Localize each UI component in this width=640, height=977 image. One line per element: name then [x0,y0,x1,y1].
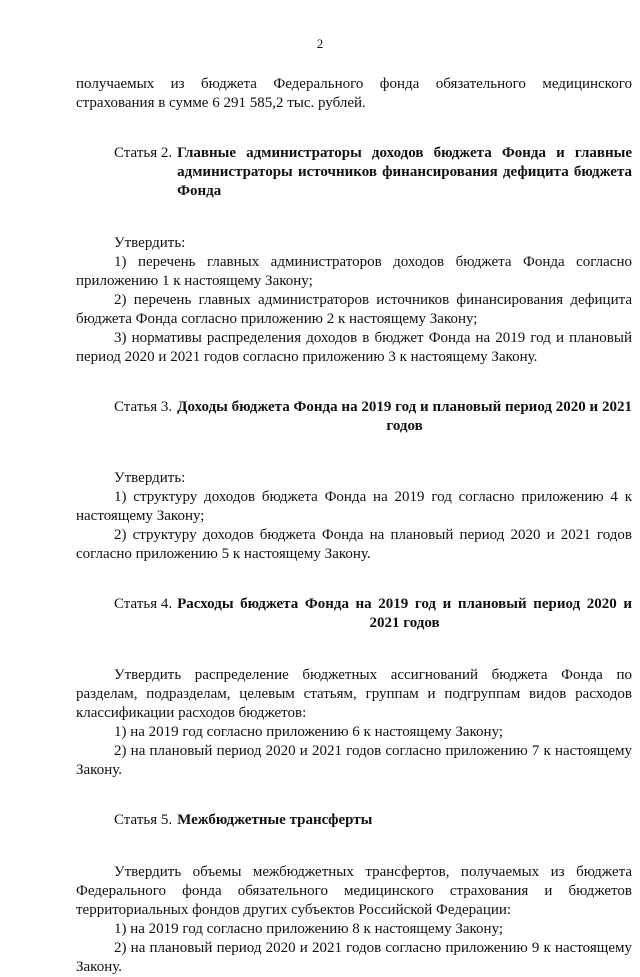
article-2-title: Главные администраторы доходов бюджета Фонда и главные администраторы источников финансирования дефицита бюджета Фонда [177,145,632,199]
article-2-number: Статья 2. [114,145,173,161]
spacer [76,780,632,811]
spacer [76,201,632,234]
article-3-item-1: 1) структуру доходов бюджета Фонда на 2019 год согласно приложению 4 к настоящему Закону; [76,489,632,524]
article-4-item-1: 1) на 2019 год согласно приложению 6 к настоящему Закону; [114,724,504,740]
article-4-title: Расходы бюджета Фонда на 2019 год и плановый период 2020 и 2021 годов [177,596,632,631]
article-4-item-2: 2) на плановый период 2020 и 2021 годов согласно приложению 7 к настоящему Закону. [76,743,632,778]
spacer [76,367,632,398]
document-body [76,75,632,977]
article-5-number: Статья 5. [114,812,173,828]
article-2-lead: Утвердить: [114,235,186,251]
article-3-heading [114,398,632,436]
article-5-heading [114,811,632,830]
article-3-lead: Утвердить: [114,470,186,486]
article-5-title: Межбюджетные трансферты [177,812,373,828]
spacer [76,436,632,469]
article-2-item-1: 1) перечень главных администраторов доходов бюджета Фонда согласно приложению 1 к настоящему Закону; [76,254,632,289]
page-number: 2 [316,36,324,51]
spacer [76,113,632,144]
article-4-lead: Утвердить распределение бюджетных ассигнований бюджета Фонда по разделам, подразделам, целевым статьям, группам и подгруппам видов расходов классификации расходов бюджетов: [76,667,632,721]
article-5-lead: Утвердить объемы межбюджетных трансфертов, получаемых из бюджета Федерального фонда обязательного медицинского страхования и бюджетов территориальных фондов других субъектов Российской Федерации: [76,864,632,918]
spacer [76,830,632,863]
article-3-number: Статья 3. [114,399,173,415]
article-3-title: Доходы бюджета Фонда на 2019 год и плановый период 2020 и 2021 годов [177,399,632,434]
article-5-item-1: 1) на 2019 год согласно приложению 8 к настоящему Закону; [114,921,504,937]
intro-paragraph: получаемых из бюджета Федерального фонда обязательного медицинского страхования в сумме 6 291 585,2 тыс. рублей. [76,76,632,111]
article-5-item-2: 2) на плановый период 2020 и 2021 годов согласно приложению 9 к настоящему Закону. [76,940,632,975]
article-2-heading [114,144,632,201]
article-2-item-3: 3) нормативы распределения доходов в бюджет Фонда на 2019 год и плановый период 2020 и 2021 годов согласно приложению 3 к настоящему Закону. [76,330,632,365]
article-4-heading [114,595,632,633]
spacer [76,633,632,666]
article-3-item-2: 2) структуру доходов бюджета Фонда на плановый период 2020 и 2021 годов согласно приложению 5 к настоящему Закону. [76,527,632,562]
article-2-item-2: 2) перечень главных администраторов источников финансирования дефицита бюджета Фонда согласно приложению 2 к настоящему Закону; [76,292,632,327]
spacer [76,564,632,595]
article-4-number: Статья 4. [114,596,173,612]
